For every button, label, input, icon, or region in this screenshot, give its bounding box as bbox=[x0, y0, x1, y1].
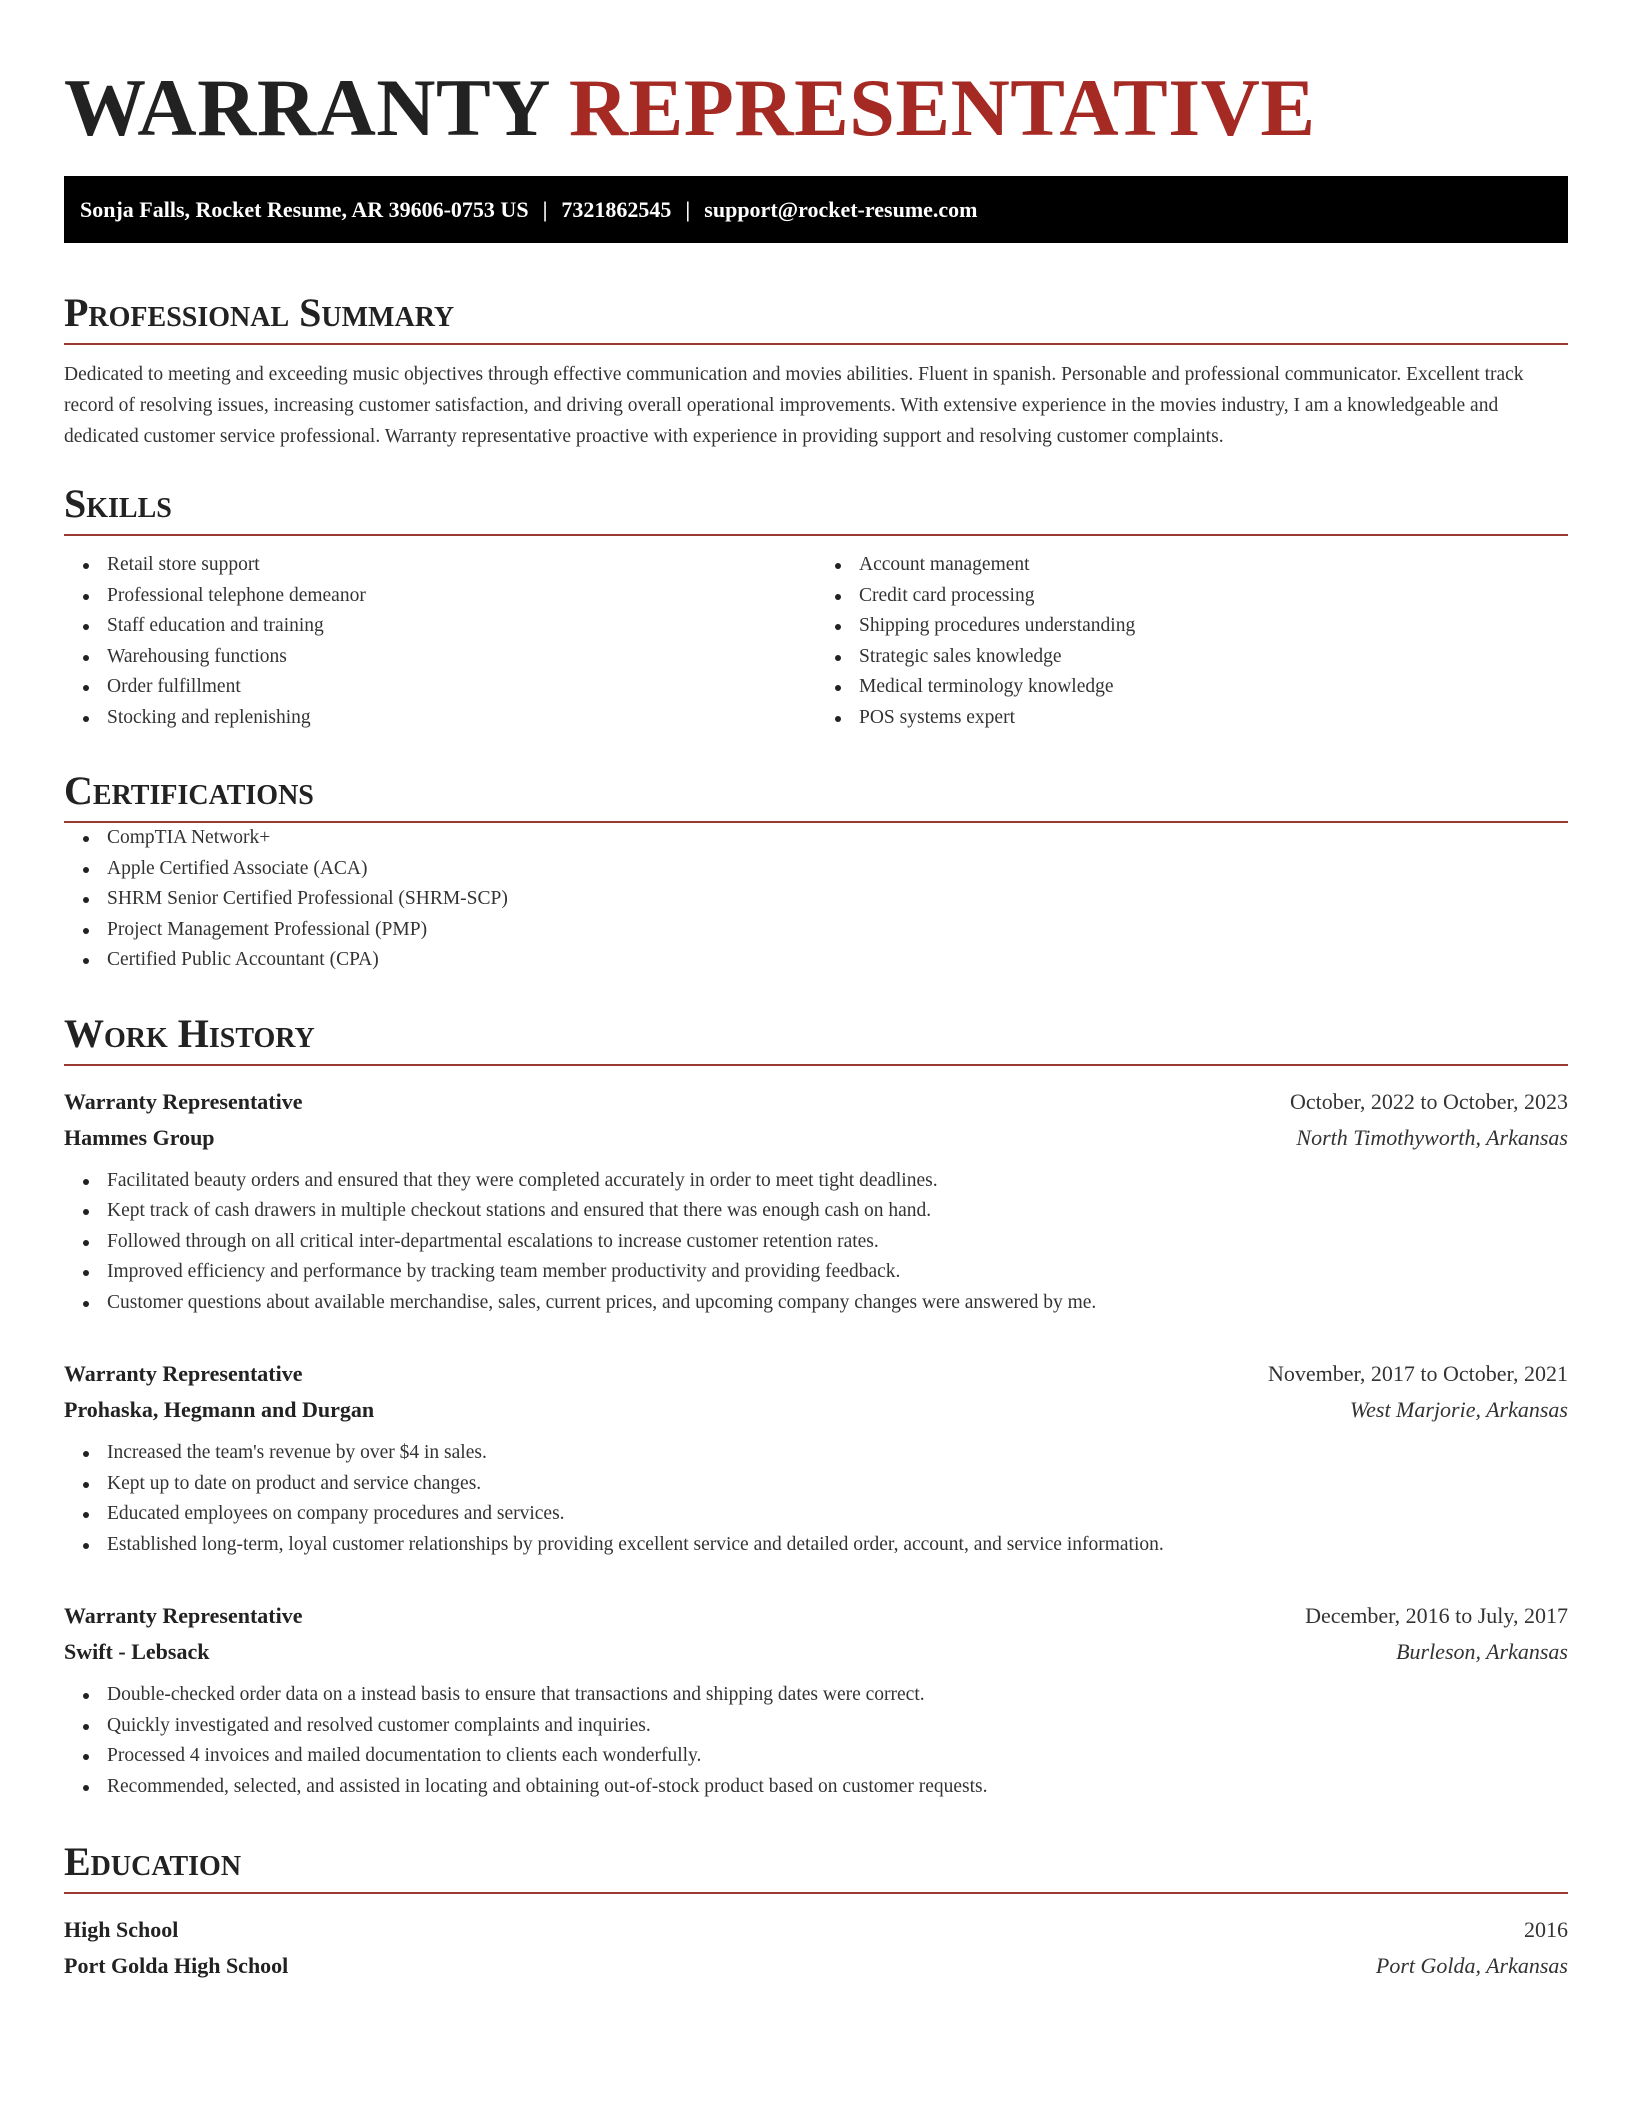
skill-item: Warehousing functions bbox=[64, 642, 816, 673]
summary-text: Dedicated to meeting and exceeding music objectives through effective communication and movies abilities. Fluent in spanish. Personable and professional communicator. Excellent track record of resolving issues, increasing customer satisfaction, and driving overall operational improvements. With extensive experience in the movies industry, I am a knowledgeable and dedicated customer service professional. Warranty representative proactive with experience in providing support and resolving customer complaints. bbox=[64, 364, 1524, 447]
job-duty-item: Followed through on all critical inter-departmental escalations to increase customer retention rates. bbox=[64, 1227, 1568, 1258]
section-divider bbox=[64, 1064, 1568, 1066]
job-entry bbox=[64, 1356, 1568, 1560]
education-entry bbox=[64, 1912, 1568, 1984]
job-duty-item: Facilitated beauty orders and ensured that they were completed accurately in order to meet tight deadlines. bbox=[64, 1166, 1568, 1197]
job-role: Warranty Representative bbox=[64, 1603, 303, 1628]
job-duty-item: Double-checked order data on a instead basis to ensure that transactions and shipping dates were correct. bbox=[64, 1680, 1568, 1711]
job-row-company bbox=[64, 1634, 1568, 1670]
job-duties-list bbox=[64, 1438, 1568, 1560]
education-row-degree bbox=[64, 1912, 1568, 1948]
education-row-school bbox=[64, 1948, 1568, 1984]
skill-item: Stocking and replenishing bbox=[64, 703, 816, 734]
skills-column-right bbox=[816, 550, 1568, 733]
job-duty-item: Kept up to date on product and service changes. bbox=[64, 1469, 1568, 1500]
job-role: Warranty Representative bbox=[64, 1088, 303, 1114]
contact-email[interactable]: support@rocket-resume.com bbox=[704, 197, 978, 222]
job-row-title bbox=[64, 1598, 1568, 1634]
job-row-company bbox=[64, 1392, 1568, 1428]
section-title-skills: Skills bbox=[64, 481, 172, 526]
job-location: North Timothyworth, Arkansas bbox=[1296, 1124, 1568, 1150]
education-year: 2016 bbox=[1524, 1917, 1568, 1942]
job-role: Warranty Representative bbox=[64, 1361, 303, 1386]
skill-item: Retail store support bbox=[64, 550, 816, 581]
certification-item: CompTIA Network+ bbox=[64, 823, 1568, 854]
skill-item: Staff education and training bbox=[64, 611, 816, 642]
job-dates: October, 2022 to October, 2023 bbox=[1289, 1088, 1568, 1114]
job-duty-item: Established long-term, loyal customer relationships by providing excellent service and detailed order, account, and service information. bbox=[64, 1530, 1568, 1561]
job-company: Prohaska, Hegmann and Durgan bbox=[64, 1397, 375, 1422]
resume-title bbox=[64, 0, 1568, 160]
job-duties-list bbox=[64, 1680, 1568, 1802]
job-duty-item: Improved efficiency and performance by tracking team member productivity and providing feedback. bbox=[64, 1257, 1568, 1288]
job-duty-item: Quickly investigated and resolved customer complaints and inquiries. bbox=[64, 1711, 1568, 1742]
skill-item: Professional telephone demeanor bbox=[64, 581, 816, 612]
certification-item: Certified Public Accountant (CPA) bbox=[64, 945, 1568, 976]
job-row-title bbox=[64, 1356, 1568, 1392]
section-divider bbox=[64, 343, 1568, 345]
job-duty-item: Recommended, selected, and assisted in locating and obtaining out-of-stock product based on customer requests. bbox=[64, 1772, 1568, 1803]
section-title-summary: Professional Summary bbox=[64, 290, 455, 335]
section-title-education: Education bbox=[64, 1839, 242, 1884]
certifications-list bbox=[64, 823, 1568, 976]
contact-separator: | bbox=[685, 197, 691, 222]
certification-item: SHRM Senior Certified Professional (SHRM-SCP) bbox=[64, 884, 1568, 915]
job-duty-item: Processed 4 invoices and mailed documentation to clients each wonderfully. bbox=[64, 1741, 1568, 1772]
skills-list bbox=[64, 550, 1568, 733]
section-divider bbox=[64, 1892, 1568, 1894]
section-title-work-history: Work History bbox=[64, 1010, 315, 1056]
skill-item: Strategic sales knowledge bbox=[816, 642, 1568, 673]
skill-item: POS systems expert bbox=[816, 703, 1568, 734]
skill-item: Account management bbox=[816, 550, 1568, 581]
education-degree: High School bbox=[64, 1917, 179, 1942]
skill-item: Credit card processing bbox=[816, 581, 1568, 612]
job-dates: December, 2016 to July, 2017 bbox=[1305, 1603, 1568, 1628]
title-word-representative: REPRESENTATIVE bbox=[568, 62, 1316, 153]
job-location: West Marjorie, Arkansas bbox=[1349, 1397, 1568, 1422]
job-entry bbox=[64, 1598, 1568, 1802]
contact-separator: | bbox=[542, 197, 548, 222]
skill-item: Order fulfillment bbox=[64, 672, 816, 703]
job-duty-item: Educated employees on company procedures and services. bbox=[64, 1499, 1568, 1530]
job-duties-list bbox=[64, 1166, 1568, 1319]
skill-item: Shipping procedures understanding bbox=[816, 611, 1568, 642]
job-company: Swift - Lebsack bbox=[64, 1639, 210, 1664]
job-location: Burleson, Arkansas bbox=[1396, 1639, 1568, 1664]
skills-column-left bbox=[64, 550, 816, 733]
job-duty-item: Kept track of cash drawers in multiple checkout stations and ensured that there was enough cash on hand. bbox=[64, 1196, 1568, 1227]
job-duty-item: Customer questions about available merchandise, sales, current prices, and upcoming company changes were answered by me. bbox=[64, 1288, 1568, 1319]
job-row-title bbox=[64, 1084, 1568, 1120]
job-duty-item: Increased the team's revenue by over $4 in sales. bbox=[64, 1438, 1568, 1469]
education-location: Port Golda, Arkansas bbox=[1375, 1953, 1568, 1978]
work-history-list bbox=[64, 1084, 1568, 1803]
job-company: Hammes Group bbox=[64, 1124, 215, 1150]
section-divider bbox=[64, 534, 1568, 536]
section-title-certifications: Certifications bbox=[64, 768, 314, 813]
contact-address: Sonja Falls, Rocket Resume, AR 39606-0753 US bbox=[80, 197, 529, 222]
job-row-company bbox=[64, 1120, 1568, 1156]
job-entry bbox=[64, 1084, 1568, 1319]
job-dates: November, 2017 to October, 2021 bbox=[1267, 1361, 1568, 1386]
contact-phone[interactable]: 7321862545 bbox=[561, 197, 672, 222]
contact-bar bbox=[64, 176, 1568, 243]
certification-item: Project Management Professional (PMP) bbox=[64, 915, 1568, 946]
education-school: Port Golda High School bbox=[64, 1953, 289, 1978]
certification-item: Apple Certified Associate (ACA) bbox=[64, 854, 1568, 885]
skill-item: Medical terminology knowledge bbox=[816, 672, 1568, 703]
title-word-warranty: WARRANTY bbox=[64, 62, 548, 153]
